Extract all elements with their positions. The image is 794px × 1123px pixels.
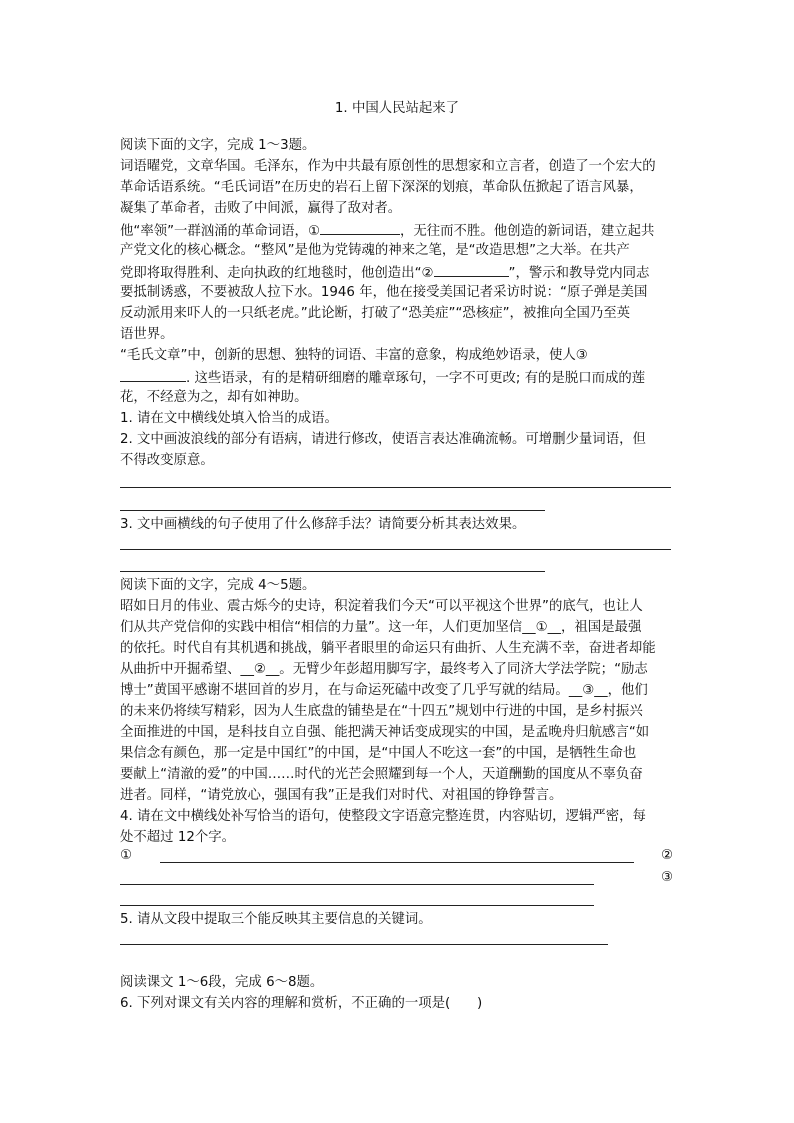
passage2-line: 要献上“清澈的爱”的中国……时代的光芒会照耀到每一个人，天道酬勤的国度从不辜负奋 (120, 767, 643, 782)
question-4-cont: 处不超过 12个字。 (120, 830, 236, 845)
question-3: 3. 文中画横线的句子使用了什么修辞手法？请简要分析其表达效果。 (120, 517, 526, 532)
passage1-line: 反动派用来吓人的一只纸老虎。”此论断，打破了“恐美症”“恐核症”，被推向全国乃至英 (120, 306, 631, 321)
answer-line-2[interactable] (120, 884, 594, 885)
passage1-line: 要抵制诱惑，不要被敌人拉下水。1946 年，他在接受美国记者采访时说：“原子弹是美国 (120, 285, 648, 300)
passage2-line: 进者。同样，“请党放心，强国有我”正是我们对时代、对祖国的铮铮誓言。 (120, 788, 563, 803)
passage1-line (120, 262, 649, 284)
answer-line[interactable] (120, 549, 671, 550)
question-5: 5. 请从文段中提取三个能反映其主要信息的关键词。 (120, 912, 432, 927)
passage2-line: 全面推进的中国，是科技自立自强、能把满天神话变成现实的中国，是孟晚舟归航感言“如 (120, 725, 650, 740)
marker-3: ③ (661, 870, 674, 885)
passage2-line: 们从共产党信仰的实践中相信“相信的力量”。这一年，人们更加坚信__①__，祖国是最强 (120, 620, 642, 635)
passage2-line: 的依托。时代自有其机遇和挑战，躺平者眼里的命运只有曲折、人生充满不幸，奋进者却能 (120, 641, 656, 656)
passage1-text: . 这些语录，有的是精研细磨的雕章琢句，一字不可更改; 有的是脱口而成的莲 (186, 371, 646, 386)
answer-line[interactable] (120, 944, 608, 945)
answer-line[interactable] (120, 510, 545, 511)
passage1-line: “毛氏文章”中，创新的思想、独特的词语、丰富的意象，构成绝妙语录，使人③ (120, 348, 588, 363)
section1-intro: 阅读下面的文字，完成 1～3题。 (120, 138, 316, 153)
question-1: 1. 请在文中横线处填入恰当的成语。 (120, 411, 338, 426)
document-title: 1. 中国人民站起来了 (334, 101, 460, 116)
question-2: 2. 文中画波浪线的部分有语病，请进行修改，使语言表达准确流畅。可增删少量词语，但 (120, 432, 646, 447)
passage1-text: ，无往而不胜。他创造的新词语，建立起共 (399, 224, 655, 239)
passage2-line: 的未来仍将续写精彩，因为人生底盘的铺垫是在“十四五”规划中行进的中国，是乡村振兴 (120, 704, 643, 719)
marker-2: ② (661, 848, 674, 863)
passage1-line (120, 367, 645, 389)
passage1-text: 他“率领”一群汹涌的革命词语，① (120, 224, 320, 239)
passage2-line: 昭如日月的伟业、震古烁今的史诗，积淀着我们今天“可以平视这个世界”的底气，也让人 (120, 599, 643, 614)
passage1-line: 花，不经意为之，却有如神助。 (120, 390, 308, 405)
passage2-line: 果信念有颜色，那一定是中国红”的中国，是“中国人不吃这一套”的中国，是牺牲生命也 (120, 746, 637, 761)
passage1-line: 革命话语系统。“毛氏词语”在历史的岩石上留下深深的划痕，革命队伍掀起了语言风暴， (120, 180, 643, 195)
passage1-line: 语世界。 (120, 327, 174, 342)
marker-1: ① (120, 848, 133, 863)
question-6: 6. 下列对课文有关内容的理解和赏析，不正确的一项是( ) (120, 996, 483, 1011)
question-4: 4. 请在文中横线处补写恰当的语句，使整段文字语意完整连贯，内容贴切，逻辑严密，每 (120, 809, 646, 824)
answer-line[interactable] (120, 571, 545, 572)
passage2-line: 博士”黄国平感谢不堪回首的岁月，在与命运死磕中改变了几乎写就的结局。__③__，他们 (120, 683, 648, 698)
answer-line-1[interactable] (160, 862, 634, 863)
passage1-line: 产党文化的核心概念。“整风”是他为党铸魂的神来之笔，是“改造思想”之大举。在共产 (120, 243, 630, 258)
passage2-line: 从曲折中开掘希望、__②__。无臂少年彭超用脚写字，最终考入了同济大学法学院；“励志 (120, 662, 648, 677)
blank-3[interactable] (120, 367, 186, 382)
answer-line[interactable] (120, 487, 671, 488)
passage1-text: ”，警示和教导党内同志 (508, 266, 650, 281)
passage1-line: 词语曜党，文章华国。毛泽东，作为中共最有原创性的思想家和立言者，创造了一个宏大的 (120, 159, 656, 174)
question-2-cont: 不得改变原意。 (120, 453, 214, 468)
section2-intro: 阅读下面的文字，完成 4～5题。 (120, 578, 316, 593)
passage1-line (120, 220, 654, 242)
passage1-text: 党即将取得胜利、走向执政的红地毯时，他创造出“② (120, 266, 434, 281)
section3-intro: 阅读课文 1～6段，完成 6～8题。 (120, 975, 324, 990)
blank-1[interactable] (320, 220, 400, 235)
answer-line-3[interactable] (120, 905, 594, 906)
blank-2[interactable] (434, 262, 509, 277)
passage1-line: 凝集了革命者，击败了中间派，赢得了敌对者。 (120, 201, 402, 216)
